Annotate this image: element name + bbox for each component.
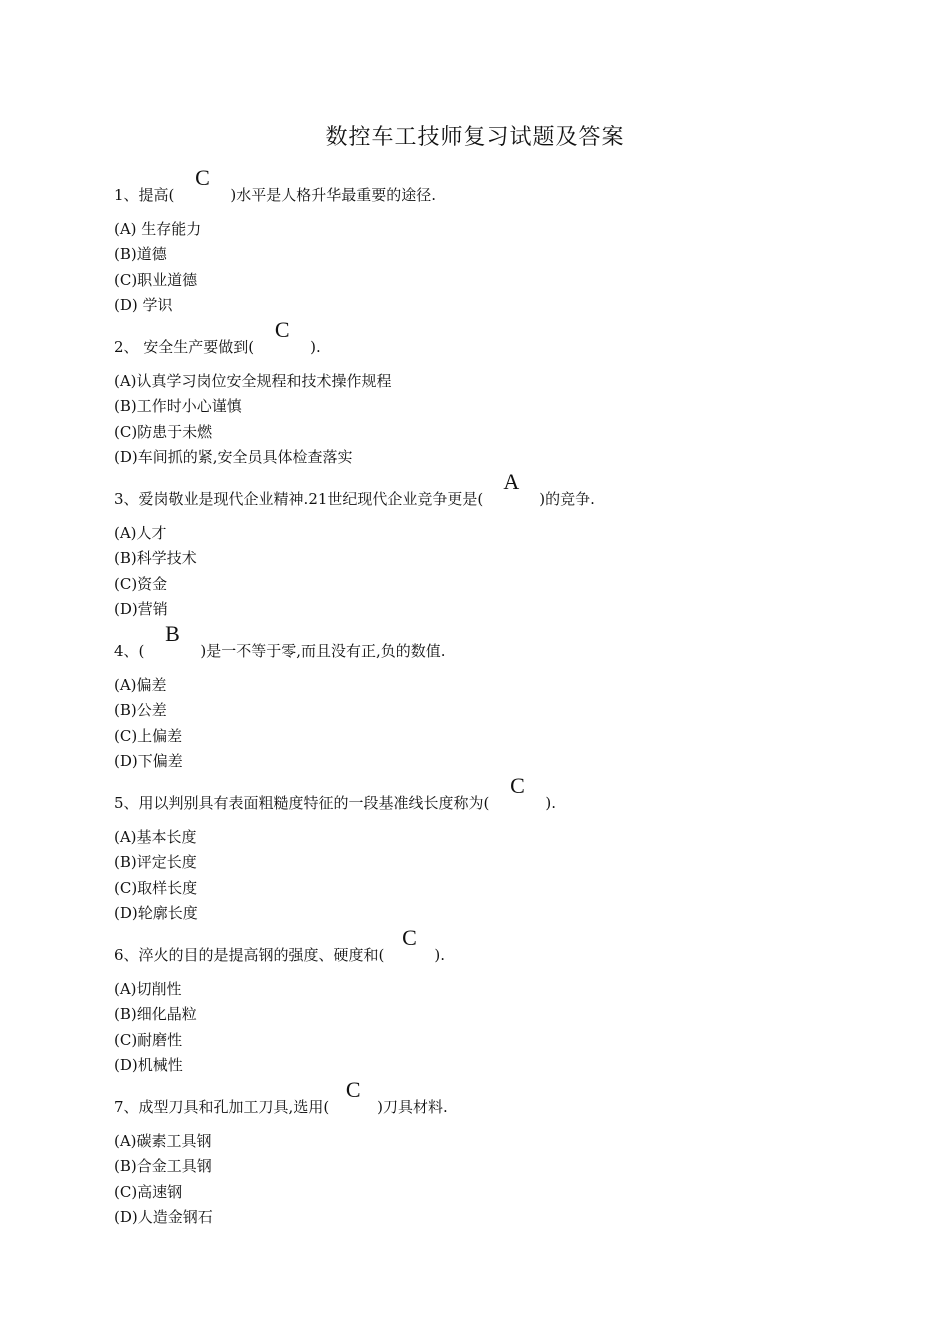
option-a: (A)切削性 xyxy=(114,980,182,998)
option-d: (D)机械性 xyxy=(114,1055,183,1074)
options-list xyxy=(114,977,874,1078)
option-c: (C)资金 xyxy=(114,574,168,593)
question-1 xyxy=(114,165,874,318)
question-prefix: 7、成型刀具和孔加工刀具,选用( xyxy=(114,1098,330,1116)
question-7 xyxy=(114,1077,874,1230)
question-5 xyxy=(114,773,874,926)
answer-blank xyxy=(329,1077,377,1122)
question-prefix: 1、提高( xyxy=(114,186,175,204)
option-d: (D)轮廓长度 xyxy=(114,903,198,922)
option-c: (C)高速钢 xyxy=(114,1182,183,1201)
option-a: (A)认真学习岗位安全规程和技术操作规程 xyxy=(114,372,392,390)
option-c: (C)防患于未燃 xyxy=(114,422,213,441)
options-list xyxy=(114,521,874,622)
option-c: (C)耐磨性 xyxy=(114,1030,183,1049)
answer-blank xyxy=(144,621,200,666)
question-prefix: 2、 安全生产要做到( xyxy=(114,338,255,356)
question-3 xyxy=(114,469,874,622)
option-b: (B)公差 xyxy=(114,701,167,720)
option-c: (C)取样长度 xyxy=(114,878,198,897)
question-suffix: ). xyxy=(310,338,321,356)
question-stem xyxy=(114,469,874,514)
answer-blank xyxy=(174,165,230,210)
option-d: (D) 学识 xyxy=(114,295,173,314)
question-stem xyxy=(114,317,874,362)
option-a: (A)人才 xyxy=(114,524,167,542)
question-stem xyxy=(114,925,874,970)
answer-blank xyxy=(254,317,310,362)
option-d: (D)人造金钢石 xyxy=(114,1207,213,1226)
question-stem xyxy=(114,165,874,210)
option-c: (C)职业道德 xyxy=(114,270,198,289)
question-suffix: )的竞争. xyxy=(539,490,595,508)
document-title: 数控车工技师复习试题及答案 xyxy=(325,125,625,150)
answer-blank xyxy=(489,773,545,818)
answer-blank xyxy=(483,469,539,514)
question-suffix: )水平是人格升华最重要的途径. xyxy=(230,186,437,204)
option-d: (D)营销 xyxy=(114,599,168,618)
options-list xyxy=(114,369,874,470)
option-a: (A)偏差 xyxy=(114,676,167,694)
options-list xyxy=(114,1129,874,1230)
answer-letter: C xyxy=(195,165,210,190)
option-d: (D)下偏差 xyxy=(114,751,183,770)
answer-letter: C xyxy=(345,1077,361,1102)
answer-blank xyxy=(384,925,434,970)
answer-letter: C xyxy=(274,317,290,342)
option-a: (A) 生存能力 xyxy=(114,220,202,238)
question-prefix: 5、用以判别具有表面粗糙度特征的一段基准线长度称为( xyxy=(114,794,490,812)
option-c: (C)上偏差 xyxy=(114,726,183,745)
option-b: (B)工作时小心谨慎 xyxy=(114,397,242,416)
option-b: (B)科学技术 xyxy=(114,549,197,568)
answer-letter: A xyxy=(503,469,520,494)
options-list xyxy=(114,217,874,318)
question-suffix: ). xyxy=(434,946,446,964)
question-prefix: 3、爱岗敬业是现代企业精神.21世纪现代企业竞争更是( xyxy=(114,490,484,508)
question-6 xyxy=(114,925,874,1078)
option-b: (B)评定长度 xyxy=(114,853,197,872)
answer-letter: B xyxy=(165,621,180,646)
answer-letter: C xyxy=(510,773,525,798)
option-a: (A)碳素工具钢 xyxy=(114,1132,212,1150)
option-d: (D)车间抓的紧,安全员具体检查落实 xyxy=(114,447,353,466)
option-b: (B)细化晶粒 xyxy=(114,1005,197,1024)
question-stem xyxy=(114,1077,874,1122)
question-4 xyxy=(114,621,874,774)
option-a: (A)基本长度 xyxy=(114,828,197,846)
question-stem xyxy=(114,773,874,818)
answer-letter: C xyxy=(402,925,417,950)
option-b: (B)道德 xyxy=(114,245,167,264)
option-b: (B)合金工具钢 xyxy=(114,1157,212,1176)
question-prefix: 6、淬火的目的是提高钢的强度、硬度和( xyxy=(114,946,385,964)
options-list xyxy=(114,825,874,926)
question-2 xyxy=(114,317,874,470)
question-prefix: 4、( xyxy=(114,642,145,660)
question-suffix: )是一不等于零,而且没有正,负的数值. xyxy=(200,642,446,660)
options-list xyxy=(114,673,874,774)
question-suffix: ). xyxy=(545,794,557,812)
question-suffix: )刀具材料. xyxy=(377,1098,448,1116)
question-stem xyxy=(114,621,874,666)
